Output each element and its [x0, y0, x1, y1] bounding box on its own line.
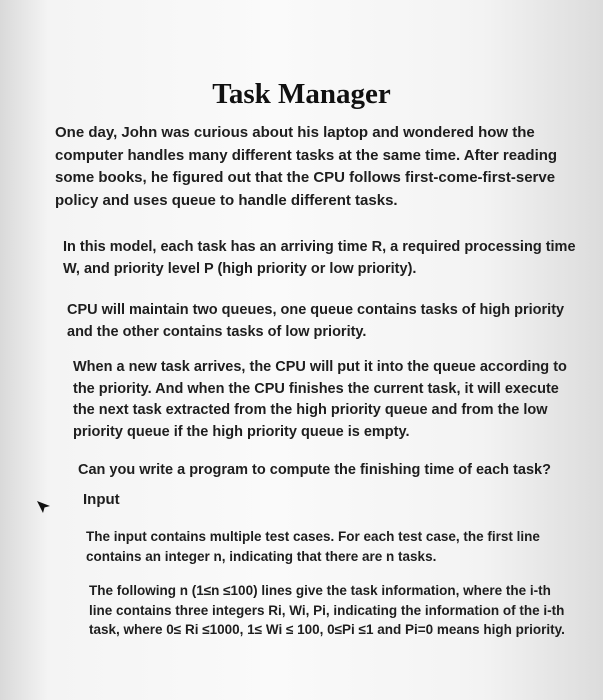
variable-W: W: [63, 261, 76, 277]
paragraph-model: [63, 236, 583, 280]
mouse-cursor-icon: [36, 499, 52, 515]
input-heading: Input: [83, 491, 120, 508]
variable-R: R: [371, 239, 383, 255]
paragraph-question: Can you write a program to compute the finishing time of each task?: [78, 462, 551, 478]
text-segment: , and priority level: [75, 261, 205, 277]
paragraph-input-description: The input contains multiple test cases. For each test case, the first line contains an integer n, indicating that there are n tasks.: [86, 529, 540, 564]
paragraph-scheduling: When a new task arrives, the CPU will put it into the queue according to the priority. And when the CPU finishes the current task, it will execute the next task extracted from the high priority queue and from the low priority queue if the high priority queue is empty.: [73, 359, 567, 440]
variable-P: P: [204, 261, 214, 277]
paragraph-queues: CPU will maintain two queues, one queue contains tasks of high priority and the other contains tasks of low priority.: [67, 302, 565, 340]
text-segment: , a required processing time: [382, 239, 576, 255]
text-segment: In this model, each task has an arriving time: [63, 239, 372, 255]
text-segment: (high priority or low priority).: [213, 261, 417, 277]
page-title: Task Manager: [212, 78, 391, 110]
paragraph-input-format: The following n (1≤n ≤100) lines give the task information, where the i-th line contains three integers Ri, Wi, Pi, indicating the information of the i-th task, where 0≤ Ri ≤1000, 1≤ Wi ≤ 100, 0≤Pi ≤1 and Pi=0 means high priority.: [89, 583, 565, 637]
paragraph-intro: One day, John was curious about his laptop and wondered how the computer handles many different tasks at the same time. After reading some books, he figured out that the CPU follows first-come-first-serve policy and uses queue to handle different tasks.: [55, 124, 558, 209]
